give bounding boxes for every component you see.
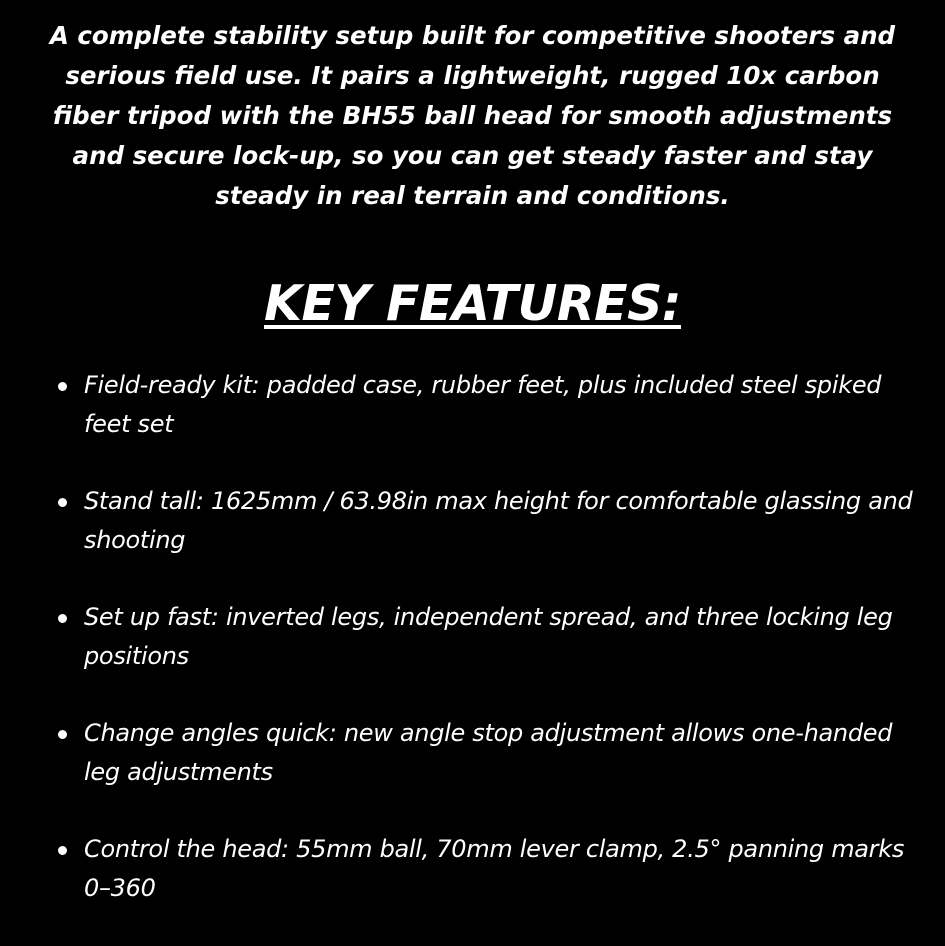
list-item [58, 598, 918, 676]
key-features-heading: KEY FEATURES: [264, 275, 681, 332]
bullet-dot-icon [58, 614, 67, 623]
list-item [58, 482, 918, 560]
feature-text: Change angles quick: new angle stop adjustment allows one-handed leg adjustments [84, 719, 893, 786]
bullet-dot-icon [58, 498, 67, 507]
bullet-dot-icon [58, 382, 67, 391]
feature-text: Stand tall: 1625mm / 63.98in max height for comfortable glassing and shooting [84, 487, 913, 554]
feature-text: Set up fast: inverted legs, independent spread, and three locking leg positions [84, 603, 893, 670]
list-item [58, 714, 918, 792]
feature-list [58, 366, 918, 946]
feature-text: Control the head: 55mm ball, 70mm lever clamp, 2.5° panning marks 0–360 [84, 835, 905, 902]
bullet-dot-icon [58, 846, 67, 855]
list-item [58, 830, 918, 908]
list-item [58, 366, 918, 444]
intro-paragraph: A complete stability setup built for competitive shooters and serious field use. It pairs a lightweight, rugged 10x carbon fiber tripod with the BH55 ball head for smooth adjustments and secure lock-up, so you can get steady faster and stay steady in real terrain and conditions. [49, 21, 896, 210]
bullet-dot-icon [58, 730, 67, 739]
feature-text: Field-ready kit: padded case, rubber feet, plus included steel spiked feet set [84, 371, 882, 438]
